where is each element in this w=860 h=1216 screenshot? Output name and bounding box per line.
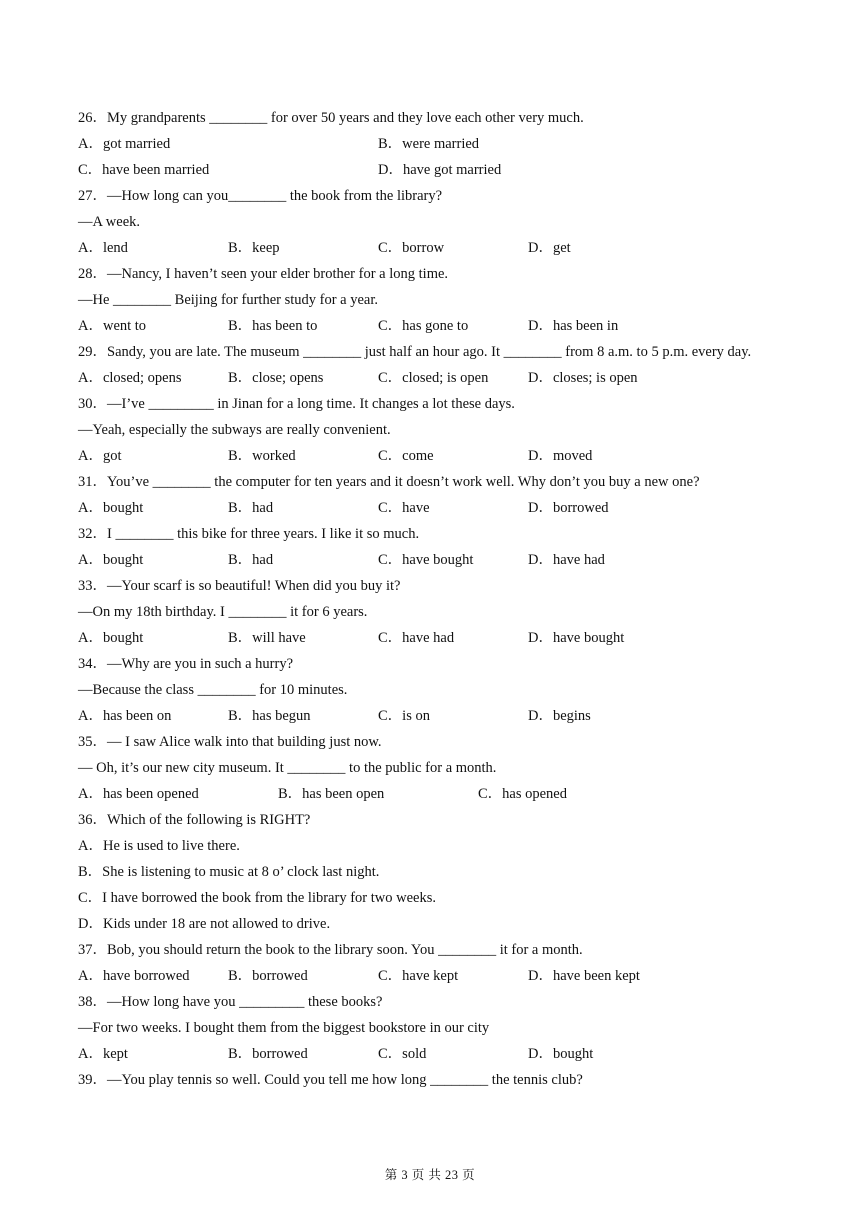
question-26-stem: 26．My grandparents ________ for over 50 years and they love each other very much. (78, 110, 584, 126)
question-36-stem: 36．Which of the following is RIGHT? (78, 812, 311, 828)
q29-option-c: C．closed; is open (378, 370, 489, 386)
q30-option-c: C．come (378, 448, 434, 464)
question-29-stem: 29．Sandy, you are late. The museum ________ just half an hour ago. It ________ from 8 a.m. to 5 p.m. every day. (78, 344, 752, 360)
question-38-reply: —For two weeks. I bought them from the biggest bookstore in our city (78, 1020, 490, 1036)
question-27-reply: —A week. (78, 214, 141, 230)
q27-option-a: A．lend (78, 240, 128, 256)
q34-option-d: D．begins (528, 708, 591, 724)
q37-option-a: A．have borrowed (78, 968, 190, 984)
question-34-stem: 34．—Why are you in such a hurry? (78, 656, 294, 672)
q34-option-c: C．is on (378, 708, 430, 724)
question-30-stem: 30．—I’ve _________ in Jinan for a long time. It changes a lot these days. (78, 396, 515, 412)
q29-option-d: D．closes; is open (528, 370, 638, 386)
q30-option-a: A．got (78, 448, 122, 464)
q26-option-b: B．were married (378, 136, 480, 152)
q33-option-b: B．will have (228, 630, 306, 646)
q31-option-c: C．have (378, 500, 430, 516)
question-33-stem: 33．—Your scarf is so beautiful! When did you buy it? (78, 578, 401, 594)
q29-option-a: A．closed; opens (78, 370, 182, 386)
q26-option-d: D．have got married (378, 162, 502, 178)
q31-option-d: D．borrowed (528, 500, 609, 516)
question-35-stem: 35．— I saw Alice walk into that building just now. (78, 734, 382, 750)
question-33-reply: —On my 18th birthday. I ________ it for 6 years. (78, 604, 368, 620)
q37-option-d: D．have been kept (528, 968, 640, 984)
q30-option-d: D．moved (528, 448, 593, 464)
question-31-stem: 31．You’ve ________ the computer for ten years and it doesn’t work well. Why don’t you buy a new one? (78, 474, 700, 490)
q30-option-b: B．worked (228, 448, 296, 464)
q37-option-c: C．have kept (378, 968, 459, 984)
question-39-stem: 39．—You play tennis so well. Could you tell me how long ________ the tennis club? (78, 1072, 583, 1088)
question-28-reply: —He ________ Beijing for further study for a year. (78, 292, 378, 308)
q32-option-d: D．have had (528, 552, 605, 568)
q27-option-c: C．borrow (378, 240, 445, 256)
q28-option-d: D．has been in (528, 318, 619, 334)
q37-option-b: B．borrowed (228, 968, 308, 984)
q29-option-b: B．close; opens (228, 370, 324, 386)
q28-option-a: A．went to (78, 318, 147, 334)
q36-option-a: A．He is used to live there. (78, 838, 240, 854)
q33-option-d: D．have bought (528, 630, 625, 646)
q28-option-c: C．has gone to (378, 318, 469, 334)
q33-option-c: C．have had (378, 630, 455, 646)
q38-option-d: D．bought (528, 1046, 594, 1062)
question-32-stem: 32．I ________ this bike for three years. I like it so much. (78, 526, 420, 542)
q26-option-a: A．got married (78, 136, 171, 152)
question-34-reply: —Because the class ________ for 10 minutes. (78, 682, 348, 698)
q38-option-c: C．sold (378, 1046, 427, 1062)
q35-option-c: C．has opened (478, 786, 567, 802)
q28-option-b: B．has been to (228, 318, 318, 334)
question-38-stem: 38．—How long have you _________ these books? (78, 994, 383, 1010)
q36-option-c: C．I have borrowed the book from the library for two weeks. (78, 890, 436, 906)
q32-option-b: B．had (228, 552, 274, 568)
q35-option-b: B．has been open (278, 786, 385, 802)
q36-option-b: B．She is listening to music at 8 o’ clock last night. (78, 864, 380, 880)
q31-option-b: B．had (228, 500, 274, 516)
q33-option-a: A．bought (78, 630, 144, 646)
q27-option-b: B．keep (228, 240, 280, 256)
question-35-reply: — Oh, it’s our new city museum. It ________ to the public for a month. (78, 760, 497, 776)
q32-option-a: A．bought (78, 552, 144, 568)
q26-option-c: C．have been married (78, 162, 210, 178)
page-number-footer: 第 3 页 共 23 页 (384, 1168, 476, 1182)
question-37-stem: 37．Bob, you should return the book to the library soon. You ________ it for a month. (78, 942, 583, 958)
question-30-reply: —Yeah, especially the subways are really convenient. (78, 422, 391, 438)
question-27-stem: 27．—How long can you________ the book from the library? (78, 188, 443, 204)
q36-option-d: D．Kids under 18 are not allowed to drive. (78, 916, 331, 932)
q31-option-a: A．bought (78, 500, 144, 516)
q34-option-a: A．has been on (78, 708, 172, 724)
q35-option-a: A．has been opened (78, 786, 199, 802)
q27-option-d: D．get (528, 240, 571, 256)
q34-option-b: B．has begun (228, 708, 311, 724)
question-28-stem: 28．—Nancy, I haven’t seen your elder brother for a long time. (78, 266, 449, 282)
q38-option-a: A．kept (78, 1046, 128, 1062)
q38-option-b: B．borrowed (228, 1046, 308, 1062)
q32-option-c: C．have bought (378, 552, 474, 568)
